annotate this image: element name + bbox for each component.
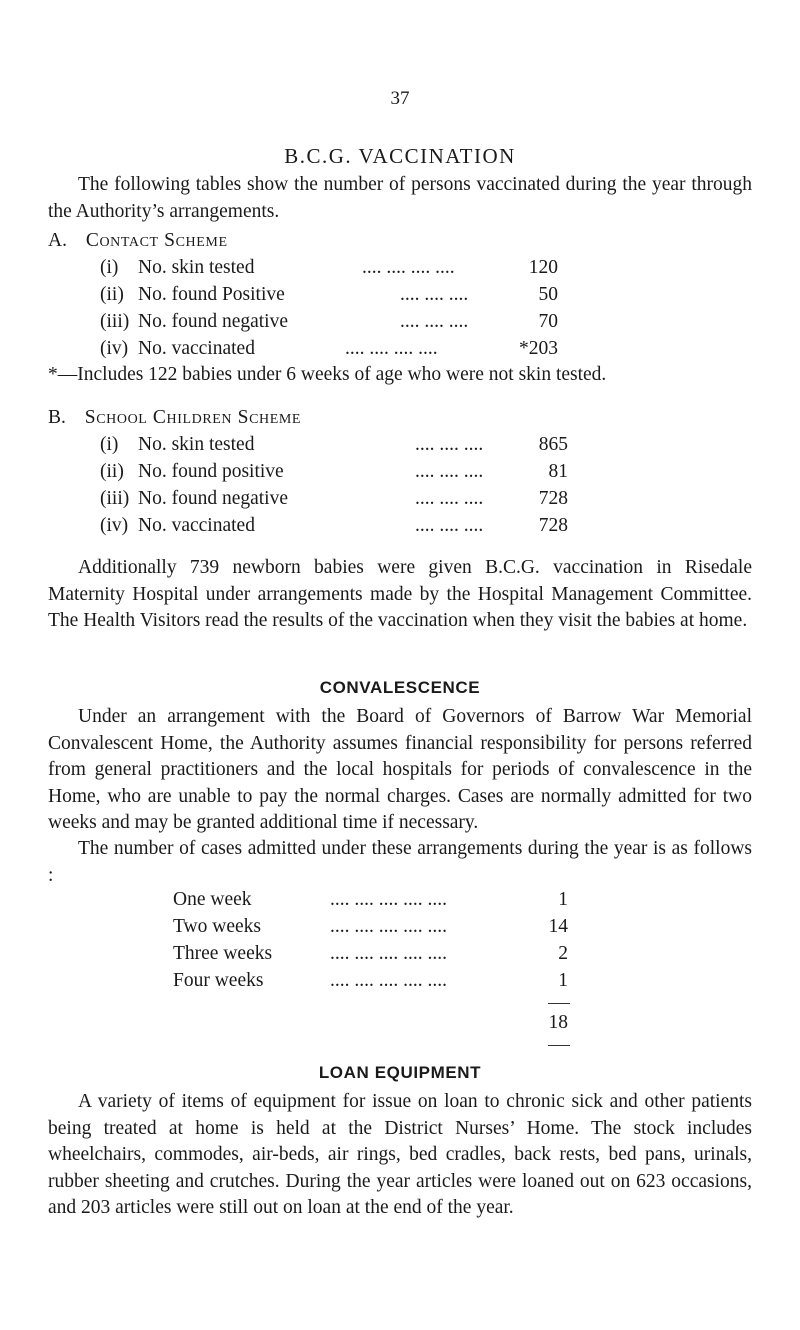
contact-row: (i) No. skin tested	[100, 257, 255, 278]
school-value: 728	[538, 488, 568, 509]
school-value: 728	[538, 515, 568, 536]
contact-row: (ii) No. found Positive	[100, 284, 285, 305]
leader-dots: .... .... ....	[415, 434, 484, 455]
total-rule-top	[548, 1003, 570, 1004]
section-b-label: School Children Scheme	[84, 407, 302, 428]
loan-paragraph: A variety of items of equipment for issue on loan to chronic sick and other patients being treated at home is held at the District Nurses’ Home. The stock includes wheelchairs, commodes, air-beds, air rings, bed cradles, back rests, bed pans, urinals, rubber sheeting and crutches. During the year articles were loaned out on 623 occasions, and 203 articles were still out on loan at the end of the year.	[48, 1091, 752, 1218]
loan-heading: LOAN EQUIPMENT	[318, 1063, 482, 1082]
page-number: 37	[390, 88, 410, 109]
school-row: (iii) No. found negative	[100, 488, 289, 509]
leader-dots: .... .... .... ....	[345, 338, 438, 359]
leader-dots: .... .... .... .... ....	[330, 943, 447, 964]
contact-footnote: *—Includes 122 babies under 6 weeks of age who were not skin tested.	[48, 364, 607, 385]
weeks-value: 14	[548, 916, 568, 937]
section-a-label: Contact Scheme	[85, 230, 228, 251]
contact-value: 50	[538, 284, 558, 305]
weeks-value: 1	[558, 970, 568, 991]
total-rule-bottom	[548, 1045, 570, 1046]
contact-row: (iv) No. vaccinated	[100, 338, 255, 359]
contact-value: *203	[519, 338, 558, 359]
bcg-heading: B.C.G. VACCINATION	[284, 144, 516, 168]
bcg-intro: The following tables show the number of persons vaccinated during the year through the Authority’s arrangements.	[48, 174, 752, 222]
section-a-letter: A.	[48, 230, 67, 251]
school-value: 865	[538, 434, 568, 455]
weeks-label: Four weeks	[173, 970, 264, 991]
section-b-title	[48, 407, 301, 429]
leader-dots: .... .... ....	[400, 284, 469, 305]
school-row: (i) No. skin tested	[100, 434, 255, 455]
leader-dots: .... .... .... .... ....	[330, 916, 447, 937]
weeks-label: Two weeks	[173, 916, 261, 937]
convalescence-heading: CONVALESCENCE	[319, 678, 481, 697]
weeks-total: 18	[548, 1012, 568, 1033]
contact-row: (iii) No. found negative	[100, 311, 289, 332]
weeks-value: 2	[558, 943, 568, 964]
convalescence-cases-intro: The number of cases admitted under these arrangements during the year is as follows :	[48, 838, 752, 886]
convalescence-paragraph: Under an arrangement with the Board of Governors of Barrow War Memorial Convalescent Home, the Authority assumes financial responsibility for persons referred from general practitioners and the local hospitals for periods of convalescence in the Home, who are unable to pay the normal charges. Cases are normally admitted for two weeks and may be granted additional time if necessary.	[48, 706, 752, 833]
leader-dots: .... .... ....	[415, 461, 484, 482]
leader-dots: .... .... .... .... ....	[330, 889, 447, 910]
weeks-label: Three weeks	[173, 943, 273, 964]
weeks-value: 1	[558, 889, 568, 910]
section-b-letter: B.	[48, 407, 66, 428]
leader-dots: .... .... ....	[400, 311, 469, 332]
school-row: (iv) No. vaccinated	[100, 515, 255, 536]
section-a-title	[48, 230, 228, 252]
leader-dots: .... .... .... ....	[362, 257, 455, 278]
leader-dots: .... .... ....	[415, 488, 484, 509]
contact-value: 120	[528, 257, 558, 278]
leader-dots: .... .... ....	[415, 515, 484, 536]
leader-dots: .... .... .... .... ....	[330, 970, 447, 991]
school-row: (ii) No. found positive	[100, 461, 284, 482]
weeks-label: One week	[173, 889, 252, 910]
bcg-additional-paragraph: Additionally 739 newborn babies were given B.C.G. vaccination in Risedale Maternity Hospital under arrangements made by the Hospital Management Committee. The Health Visitors read the results of the vaccination when they visit the babies at home.	[48, 557, 752, 631]
contact-value: 70	[538, 311, 558, 332]
school-value: 81	[548, 461, 568, 482]
